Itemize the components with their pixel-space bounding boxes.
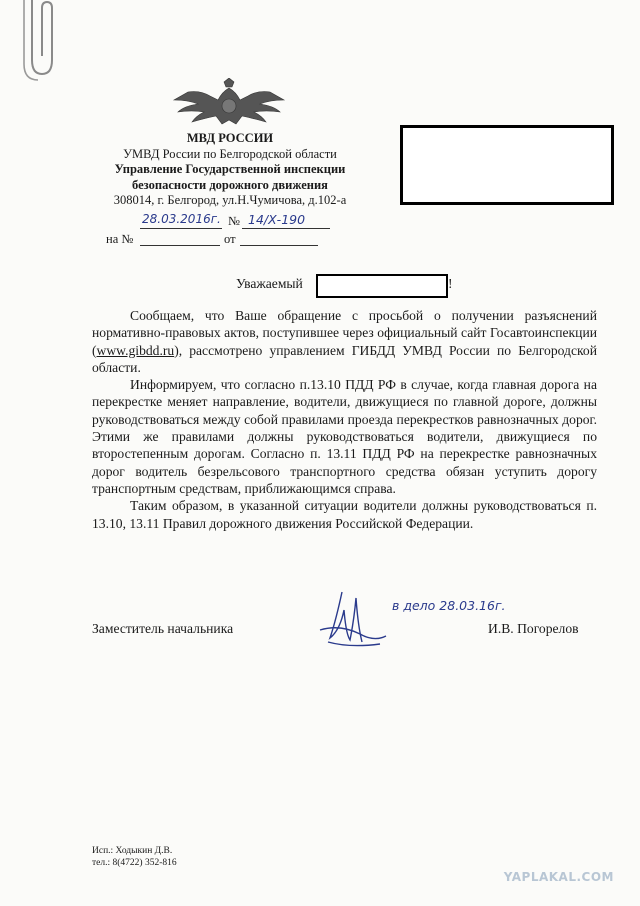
redacted-name-box [316, 274, 448, 298]
handwritten-filing-note: в дело 28.03.16г. [392, 598, 506, 613]
greeting-suffix: ! [448, 276, 453, 291]
ministry-title: МВД РОССИИ [186, 131, 274, 145]
executor-name: Исп.: Ходыкин Д.В. [92, 846, 173, 856]
document-date-number-line [140, 212, 360, 230]
document-date: 28.03.2016г. [142, 212, 221, 226]
greeting-line [236, 276, 303, 292]
paragraph-rules: Информируем, что согласно п.13.10 ПДД РФ в случае, когда главная дорога на перекрестке меняет направление, водители, движущиеся по главной дороге, должны руководствоваться между собой правилами проезда перекрестков равнозначных дорог. Этими же правилами должны руководствоваться водители, движущиеся по второстепенным дорогам. Согласно п. 13.11 ПДД РФ на перекрестке равнозначных дорог водитель безрельсового транспортного средства обязан уступить дорогу транспортным средствам, приближающимся справа. [92, 377, 597, 496]
reference-line [106, 232, 366, 250]
signer-name: И.В. Погорелов [488, 621, 579, 636]
handwritten-signature-icon [300, 590, 400, 650]
eagle-emblem-icon [170, 78, 288, 128]
office-name-line1: Управление Государственной инспекции [114, 162, 346, 176]
gibdd-link[interactable]: www.gibdd.ru [96, 342, 175, 358]
greeting-prefix: Уважаемый [236, 276, 303, 291]
department-name: УМВД России по Белгородской области [123, 146, 337, 161]
office-name-line2: безопасности дорожного движения [132, 177, 328, 192]
paper-clip-icon [14, 0, 58, 82]
paragraph-conclusion: Таким образом, в указанной ситуации водители должны руководствоваться п. 13.10, 13.11 Правил дорожного движения Российской Федерации. [92, 498, 597, 531]
redacted-recipient-box [400, 125, 614, 205]
letter-body [92, 307, 597, 532]
ref-number-label: на № [106, 232, 134, 246]
signer-position: Заместитель начальника [92, 621, 234, 636]
ref-date-label: от [224, 232, 236, 246]
document-number: 14/Х-190 [248, 212, 306, 227]
site-watermark: YAPLAKAL.COM [503, 870, 614, 884]
number-label: № [228, 214, 240, 228]
paragraph-request: Сообщаем, что Ваше обращение с просьбой о получении разъяснений нормативно-правовых актов, поступившее через официальный сайт Госавтоинспекции (www.gibdd.ru), рассмотрено управлением ГИБДД УМВД России по Белгородской области. [92, 308, 597, 375]
executor-phone: тел.: 8(4722) 352-816 [92, 858, 177, 868]
office-address: 308014, г. Белгород, ул.Н.Чумичова, д.102-а [113, 193, 347, 207]
